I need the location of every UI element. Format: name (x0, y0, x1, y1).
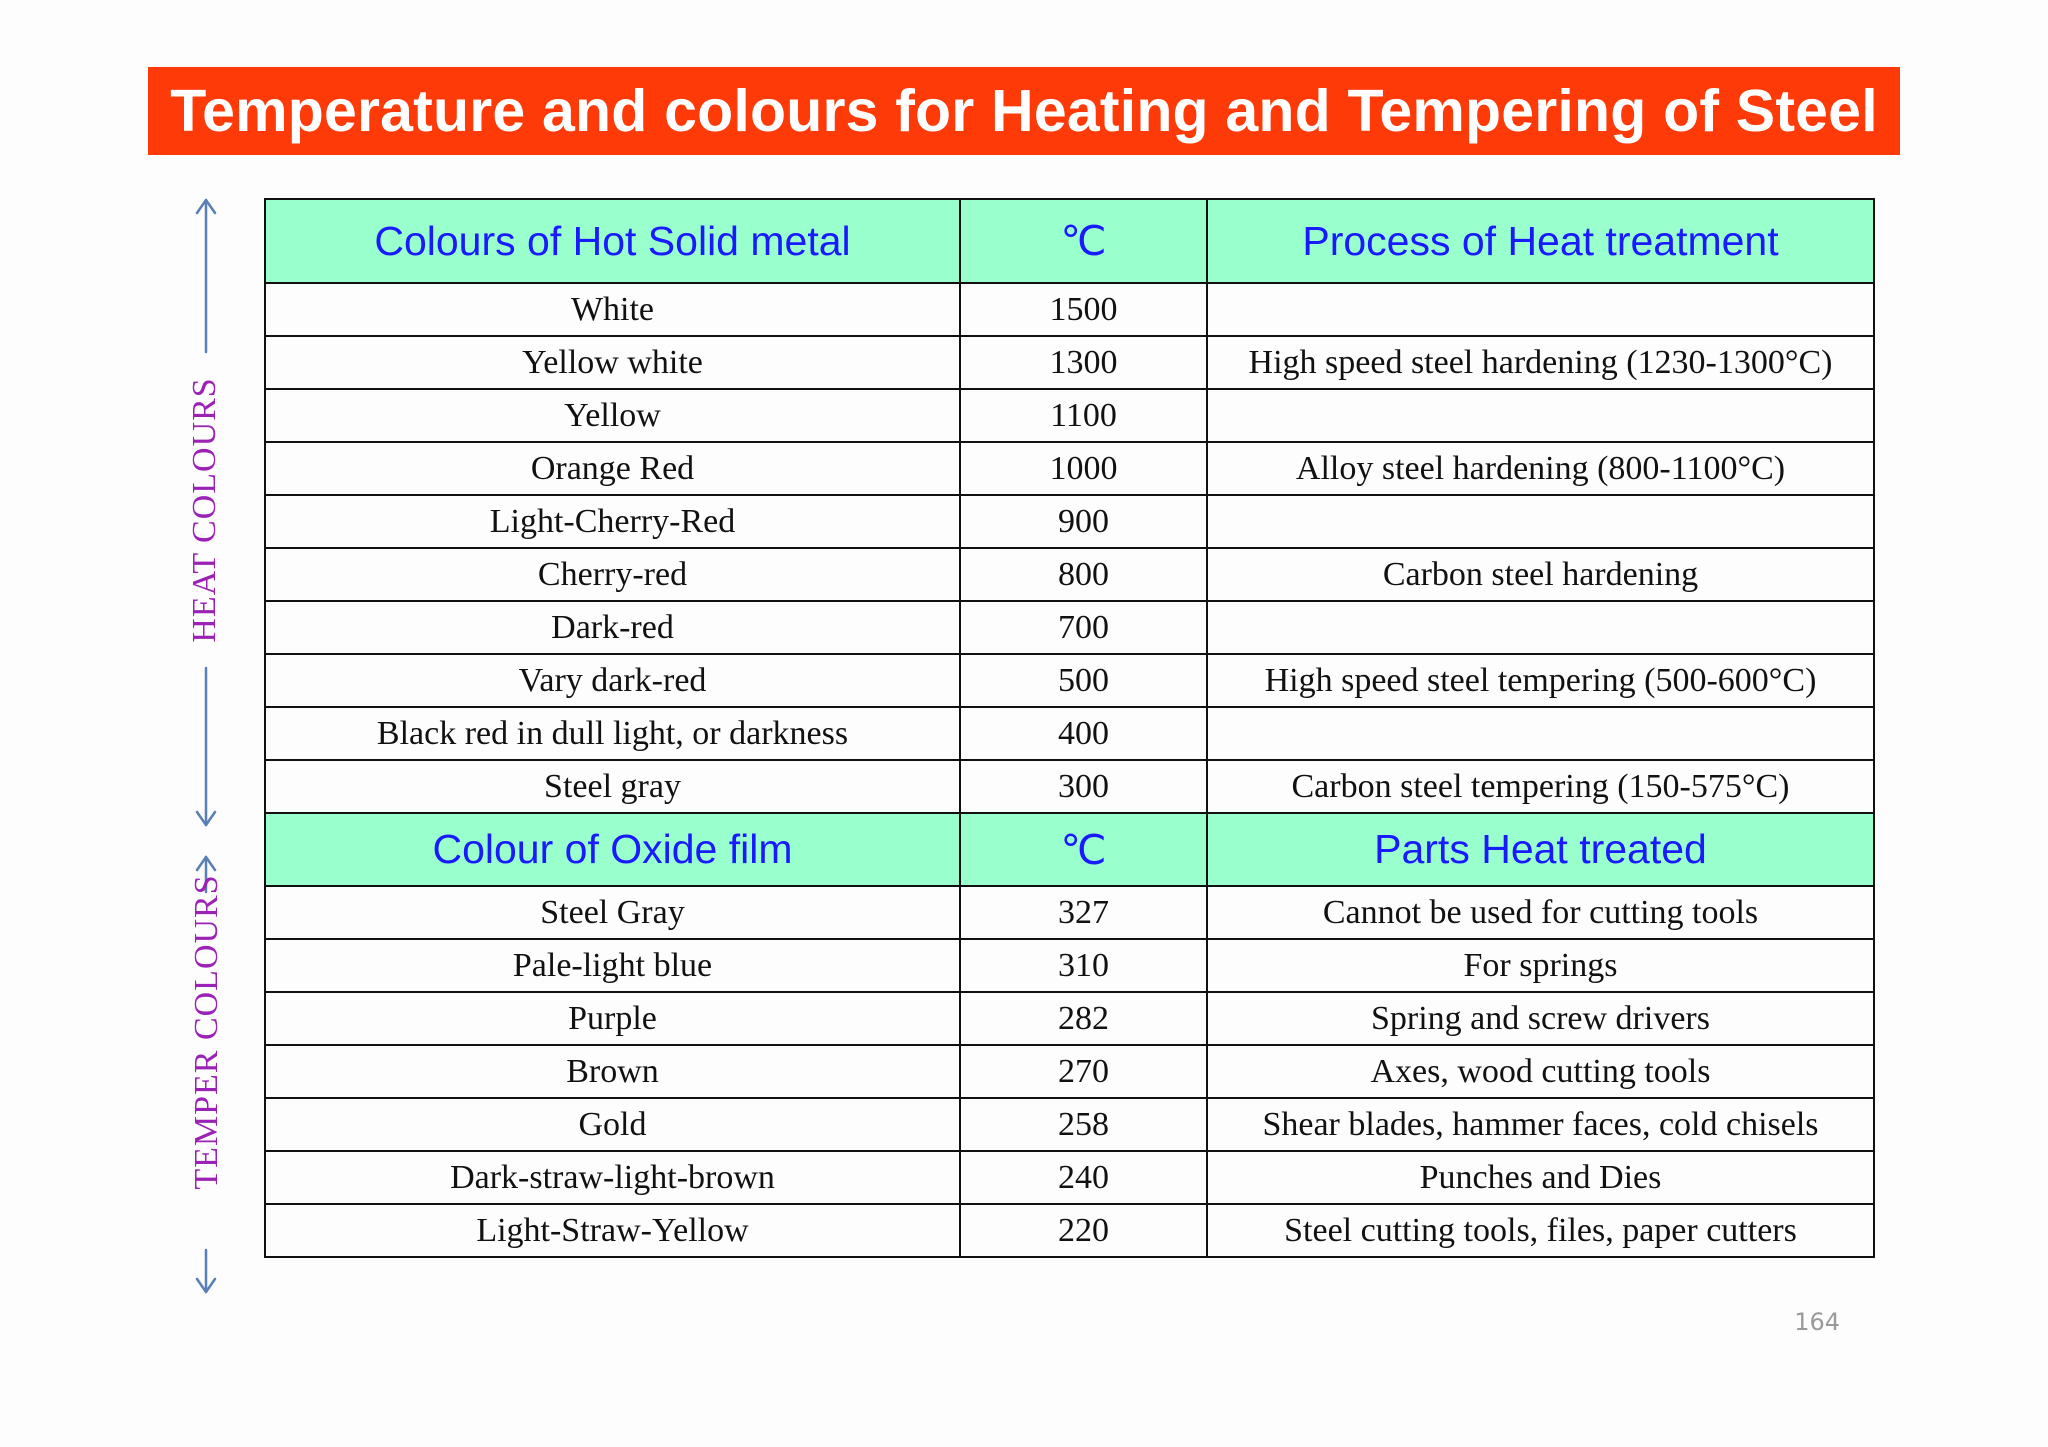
header-heat-treatment-process: Process of Heat treatment (1207, 199, 1874, 283)
temperature-cell: 282 (960, 992, 1207, 1045)
colour-cell: Yellow (265, 389, 960, 442)
temperature-cell: 1100 (960, 389, 1207, 442)
colour-cell: Cherry-red (265, 548, 960, 601)
process-cell: Carbon steel hardening (1207, 548, 1874, 601)
temperature-cell: 258 (960, 1098, 1207, 1151)
temperature-cell: 220 (960, 1204, 1207, 1257)
parts-cell: Steel cutting tools, files, paper cutters (1207, 1204, 1874, 1257)
temperature-cell: 1500 (960, 283, 1207, 336)
header-celsius: ℃ (960, 813, 1207, 886)
table-row (265, 495, 1874, 548)
header-celsius: ℃ (960, 199, 1207, 283)
temperature-cell: 1000 (960, 442, 1207, 495)
temperature-cell: 700 (960, 601, 1207, 654)
table-row (265, 707, 1874, 760)
table-row (265, 389, 1874, 442)
temperature-cell: 900 (960, 495, 1207, 548)
colour-cell: Vary dark-red (265, 654, 960, 707)
header-parts-heat-treated: Parts Heat treated (1207, 813, 1874, 886)
table-row (265, 442, 1874, 495)
table-row (265, 548, 1874, 601)
table-row (265, 1098, 1874, 1151)
header-oxide-film-colour: Colour of Oxide film (265, 813, 960, 886)
process-cell: High speed steel tempering (500-600°C) (1207, 654, 1874, 707)
process-cell (1207, 601, 1874, 654)
process-cell: Alloy steel hardening (800-1100°C) (1207, 442, 1874, 495)
process-cell (1207, 389, 1874, 442)
parts-cell: Spring and screw drivers (1207, 992, 1874, 1045)
parts-cell: Shear blades, hammer faces, cold chisels (1207, 1098, 1874, 1151)
process-cell (1207, 283, 1874, 336)
colour-cell: Pale-light blue (265, 939, 960, 992)
parts-cell: Punches and Dies (1207, 1151, 1874, 1204)
temperature-cell: 327 (960, 886, 1207, 939)
page-number: 164 (1794, 1308, 1840, 1336)
parts-cell: Axes, wood cutting tools (1207, 1045, 1874, 1098)
colour-cell: Black red in dull light, or darkness (265, 707, 960, 760)
header-hot-metal-colours: Colours of Hot Solid metal (265, 199, 960, 283)
colour-cell: Steel gray (265, 760, 960, 813)
colour-cell: Yellow white (265, 336, 960, 389)
colour-cell: Orange Red (265, 442, 960, 495)
table-row (265, 992, 1874, 1045)
process-cell: High speed steel hardening (1230-1300°C) (1207, 336, 1874, 389)
colour-cell: Gold (265, 1098, 960, 1151)
parts-cell: For springs (1207, 939, 1874, 992)
temperature-cell: 310 (960, 939, 1207, 992)
table-row (265, 601, 1874, 654)
temperature-cell: 270 (960, 1045, 1207, 1098)
temper-header-row (265, 813, 1874, 886)
table-row (265, 283, 1874, 336)
colour-cell: Dark-straw-light-brown (265, 1151, 960, 1204)
process-cell: Carbon steel tempering (150-575°C) (1207, 760, 1874, 813)
parts-cell: Cannot be used for cutting tools (1207, 886, 1874, 939)
table-row (265, 1204, 1874, 1257)
slide-title: Temperature and colours for Heating and Tempering of Steel (170, 78, 1878, 144)
colour-cell: White (265, 283, 960, 336)
process-cell (1207, 707, 1874, 760)
table-row (265, 1045, 1874, 1098)
colour-cell: Light-Straw-Yellow (265, 1204, 960, 1257)
process-cell (1207, 495, 1874, 548)
table-row (265, 1151, 1874, 1204)
colour-cell: Light-Cherry-Red (265, 495, 960, 548)
heat-temper-table (264, 198, 1875, 1258)
temperature-cell: 300 (960, 760, 1207, 813)
heat-header-row (265, 199, 1874, 283)
temper-colours-label: TEMPER COLOURS (188, 874, 225, 1190)
colour-cell: Steel Gray (265, 886, 960, 939)
temperature-cell: 500 (960, 654, 1207, 707)
temperature-cell: 1300 (960, 336, 1207, 389)
table-row (265, 886, 1874, 939)
temperature-cell: 800 (960, 548, 1207, 601)
table-row (265, 939, 1874, 992)
temperature-cell: 400 (960, 707, 1207, 760)
table-row (265, 336, 1874, 389)
table-row (265, 654, 1874, 707)
colour-cell: Purple (265, 992, 960, 1045)
colour-cell: Dark-red (265, 601, 960, 654)
temperature-cell: 240 (960, 1151, 1207, 1204)
heat-colours-label: HEAT COLOURS (186, 377, 223, 643)
colour-cell: Brown (265, 1045, 960, 1098)
table-row (265, 760, 1874, 813)
